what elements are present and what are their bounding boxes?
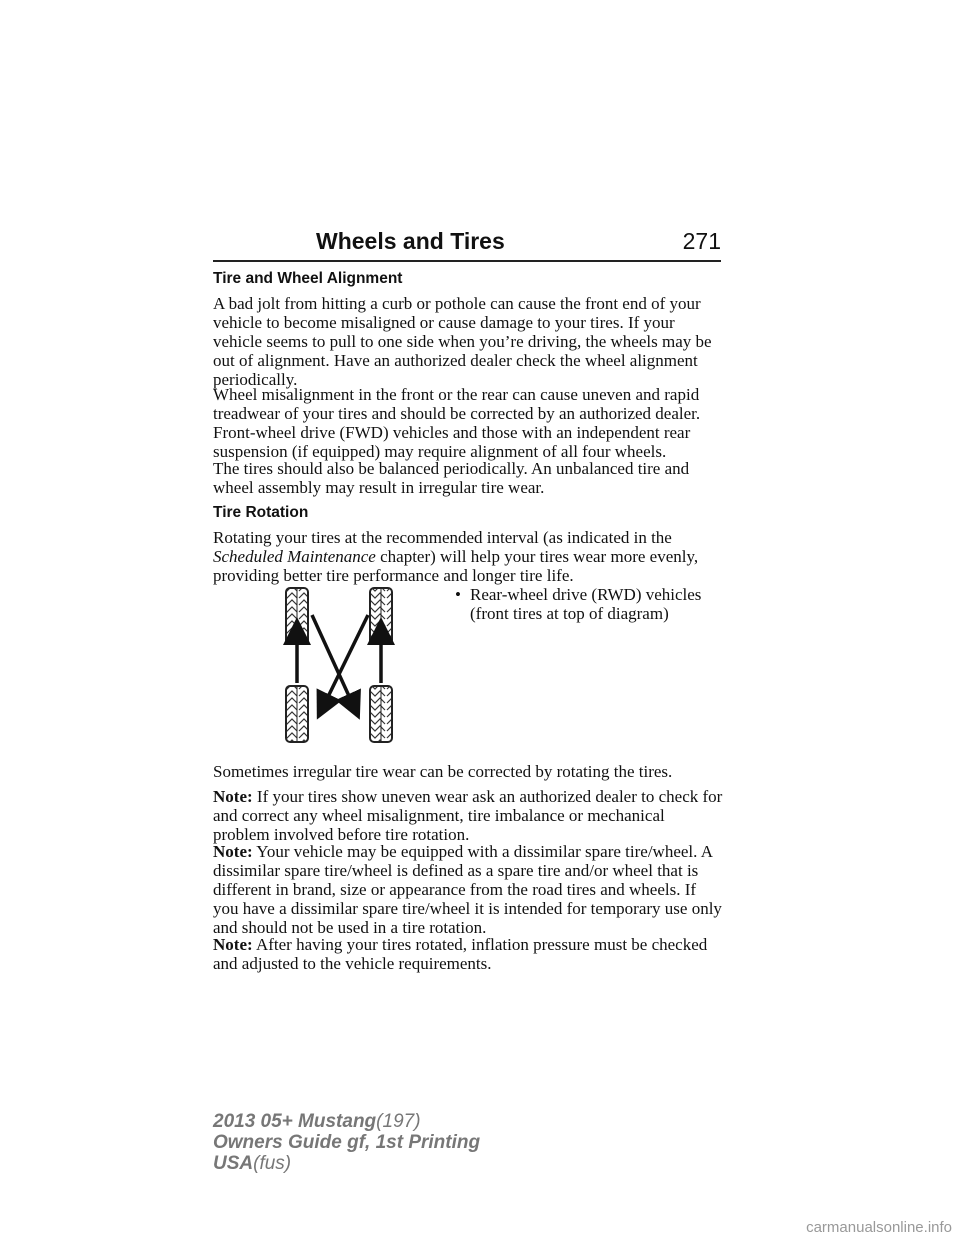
paragraph-text: A bad jolt from hitting a curb or pothole can cause the front end of your vehicle to become misaligned or cause damage to your tires. If your vehicle seems to pull to one side when you’re driving, the wheels may be out of alignment. Have an authorized dealer check the wheel alignment periodically. — [213, 294, 712, 389]
page-number: 271 — [682, 228, 721, 254]
footer-code: (197) — [376, 1111, 421, 1132]
footer-market-code: (fus) — [253, 1153, 292, 1174]
tire-rear-left — [286, 686, 308, 742]
print-footer — [213, 1111, 480, 1174]
arrow-front-left-to-rear-right — [312, 615, 354, 707]
alignment-paragraph-1 — [213, 294, 723, 389]
scheduled-maintenance-reference: Scheduled Maintenance — [213, 547, 376, 566]
footer-model: 2013 05+ Mustang — [213, 1111, 377, 1132]
note-text: Your vehicle may be equipped with a dissimilar spare tire/wheel. A dissimilar spare tire/wheel is defined as a spare tire and/or wheel that is different in brand, size or appearance from the road tires and wheels. If you have a dissimilar spare tire/wheel it is intended for temporary use only and should not be used in a tire rotation. — [213, 842, 722, 937]
alignment-paragraph-3 — [213, 459, 723, 497]
paragraph-text: Sometimes irregular tire wear can be corrected by rotating the tires. — [213, 762, 673, 781]
note-3 — [213, 935, 723, 973]
footer-market: USA — [213, 1153, 254, 1174]
tire-rear-right — [370, 686, 392, 742]
rotation-after-diagram-paragraph — [213, 762, 723, 781]
note-label: Note: — [213, 842, 253, 861]
section-heading-rotation: Tire Rotation — [213, 504, 309, 521]
bullet-item-rwd — [455, 585, 725, 623]
paragraph-text: The tires should also be balanced periodically. An unbalanced tire and wheel assembly may result in irregular tire wear. — [213, 459, 690, 497]
note-2 — [213, 842, 723, 937]
note-text: After having your tires rotated, inflation pressure must be checked and adjusted to the vehicle requirements. — [213, 935, 708, 973]
bullet-text: Rear-wheel drive (RWD) vehicles (front tires at top of diagram) — [470, 585, 702, 623]
bullet-dot: • — [455, 585, 461, 604]
alignment-paragraph-2 — [213, 385, 723, 461]
footer-guide: Owners Guide gf, 1st Printing — [213, 1132, 481, 1153]
intro-text-continued: chapter) will help your tires wear more evenly, providing better tire performance and longer tire life. — [213, 547, 699, 585]
watermark: carmanualsonline.info — [806, 1219, 952, 1236]
intro-text: Rotating your tires at the recommended interval (as indicated in the — [213, 528, 672, 547]
note-text: If your tires show uneven wear ask an authorized dealer to check for and correct any wheel misalignment, tire imbalance or mechanical problem involved before tire rotation. — [213, 787, 723, 844]
chapter-title: Wheels and Tires — [316, 228, 505, 254]
note-label: Note: — [213, 935, 253, 954]
arrow-front-right-to-rear-left — [323, 615, 368, 707]
rotation-intro-paragraph — [213, 528, 723, 585]
tire-rotation-rwd-diagram-icon — [276, 585, 426, 745]
paragraph-text: Wheel misalignment in the front or the rear can cause uneven and rapid treadwear of your tires and should be corrected by an authorized dealer. Front-wheel drive (FWD) vehicles and those with an independent rear suspension (if equipped) may require alignment of all four wheels. — [213, 385, 701, 461]
note-1 — [213, 787, 723, 844]
page-header — [213, 228, 721, 262]
section-heading-alignment: Tire and Wheel Alignment — [213, 270, 403, 287]
note-label: Note: — [213, 787, 253, 806]
